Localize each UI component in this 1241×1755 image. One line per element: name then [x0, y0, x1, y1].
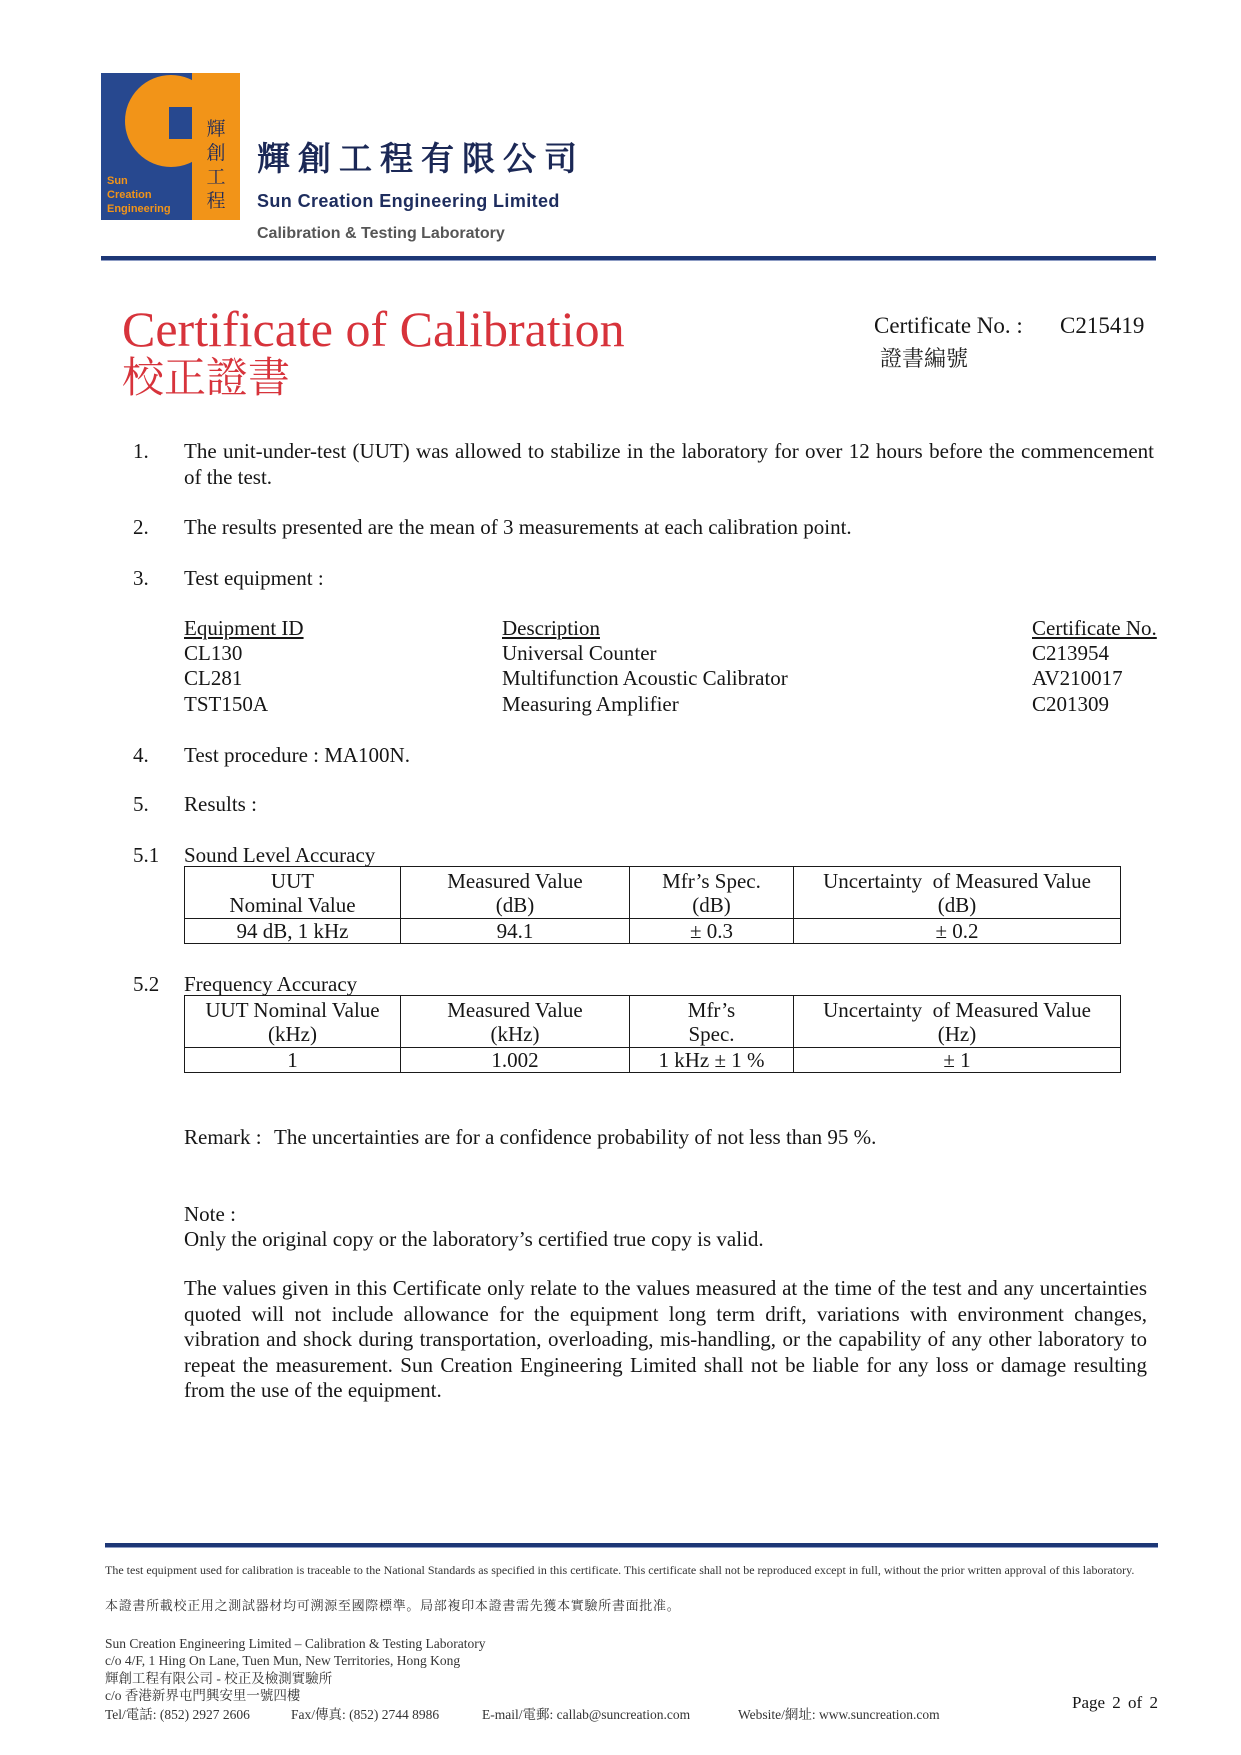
header-line: (dB): [937, 892, 977, 917]
table-cell: 1 kHz ± 1 %: [630, 1048, 794, 1073]
sound-level-accuracy-table: [184, 866, 1121, 944]
equipment-id: CL281: [184, 666, 243, 690]
equipment-id: CL130: [184, 641, 243, 665]
logo-chinese-char: 程: [206, 190, 226, 212]
header-line: Measured Value: [447, 868, 583, 893]
equipment-certificate: C201309: [1032, 692, 1110, 716]
header-line: Uncertainty of Measured Value: [823, 868, 1091, 893]
address-line: c/o 香港新界屯門興安里一號四樓: [105, 1688, 301, 1703]
logo-chinese-char: 輝: [206, 118, 226, 140]
table-cell: 1: [185, 1048, 401, 1073]
logo-text-line: Creation: [107, 189, 152, 201]
header-line: Mfr’s Spec.: [662, 868, 761, 893]
address-line: c/o 4/F, 1 Hing On Lane, Tuen Mun, New Territories, Hong Kong: [105, 1653, 461, 1668]
traceability-statement: The test equipment used for calibration is traceable to the National Standards as specified in this certificate. This certificate shall not be reproduced except in full, without the prior written approval of this laboratory.: [105, 1563, 1135, 1577]
table-header-cell: [794, 867, 1121, 919]
item-text: The unit-under-test (UUT) was allowed to stabilize in the laboratory for over 12 hours before the commencement of the test.: [184, 439, 1154, 489]
equipment-description: Measuring Amplifier: [502, 692, 679, 716]
equipment-certificate: C213954: [1032, 641, 1110, 665]
remark-label: Remark :: [184, 1125, 262, 1149]
equipment-description: Multifunction Acoustic Calibrator: [502, 666, 788, 690]
contact-telephone: Tel/電話: (852) 2927 2606: [105, 1707, 250, 1722]
footer-divider: [105, 1543, 1158, 1548]
page-number: Page 2 of 2: [1072, 1693, 1158, 1712]
table-row: [185, 1048, 1121, 1073]
note-validity: Only the original copy or the laboratory’s certified true copy is valid.: [184, 1227, 764, 1251]
table-header-row: [185, 867, 1121, 919]
table-cell: 94.1: [401, 919, 630, 944]
section-number: 5.1: [133, 843, 160, 867]
certificate-number: C215419: [1060, 313, 1145, 338]
equipment-description: Universal Counter: [502, 641, 657, 665]
certificate-number-label: Certificate No. :: [874, 313, 1023, 338]
header-line: UUT: [270, 868, 315, 893]
equipment-id: TST150A: [184, 692, 268, 716]
header-line: (Hz): [937, 1021, 977, 1046]
equipment-certificate: AV210017: [1032, 666, 1123, 690]
certificate-title-chinese: 校正證書: [122, 353, 291, 402]
contact-fax: Fax/傳真: (852) 2744 8986: [291, 1707, 440, 1722]
company-logo: [101, 73, 240, 220]
table-cell: ± 1: [794, 1048, 1121, 1073]
table-header-cell: [401, 867, 630, 919]
table-row: [185, 919, 1121, 944]
table-header-cell: [185, 867, 401, 919]
table-header-row: [185, 996, 1121, 1048]
logo-chinese-char: 工: [206, 166, 226, 188]
note-label: Note :: [184, 1202, 236, 1226]
header-line: Mfr’s: [687, 997, 736, 1022]
certificate-number-label-chinese: 證書編號: [880, 347, 969, 372]
contact-email: E-mail/電郵: callab@suncreation.com: [482, 1707, 691, 1722]
contact-website: Website/網址: www.suncreation.com: [738, 1707, 940, 1722]
logo-notch: [169, 107, 192, 139]
address-line: 輝創工程有限公司 - 校正及檢測實驗所: [105, 1671, 333, 1686]
equipment-header-certificate: Certificate No.: [1032, 616, 1157, 640]
section-title: Frequency Accuracy: [184, 972, 358, 996]
equipment-header-description: Description: [502, 616, 600, 640]
header-line: (kHz): [268, 1021, 317, 1046]
item-text: The results presented are the mean of 3 measurements at each calibration point.: [184, 515, 852, 539]
header-line: Uncertainty of Measured Value: [823, 997, 1091, 1022]
company-name-english: Sun Creation Engineering Limited: [257, 191, 560, 211]
table-cell: 1.002: [401, 1048, 630, 1073]
table-header-cell: [630, 996, 794, 1048]
header-line: Nominal Value: [229, 892, 356, 917]
equipment-header-id: Equipment ID: [184, 616, 304, 640]
section-title: Sound Level Accuracy: [184, 843, 376, 867]
table-cell: 94 dB, 1 kHz: [185, 919, 401, 944]
table-cell: ± 0.2: [794, 919, 1121, 944]
company-name-chinese: 輝創工程有限公司: [257, 139, 585, 178]
traceability-statement-chinese: 本證書所載校正用之測試器材均可溯源至國際標準。局部複印本證書需先獲本實驗所書面批准。: [105, 1598, 681, 1613]
header-line: (kHz): [490, 1021, 540, 1046]
logo-text-line: Engineering: [107, 203, 171, 215]
table-header-cell: [794, 996, 1121, 1048]
certificate-title: Certificate of Calibration: [122, 301, 625, 357]
remark-text: The uncertainties are for a confidence probability of not less than 95 %.: [274, 1125, 877, 1149]
section-number: 5.2: [133, 972, 160, 996]
item-text: Test procedure : MA100N.: [184, 743, 410, 767]
disclaimer-paragraph: The values given in this Certificate only relate to the values measured at the time of the test and any uncertainties quoted will not include allowance for the equipment long term drift, variations with environment changes, vibration and shock during transportation, overloading, mis-handling, or the capability of any other laboratory to repeat the measurement. Sun Creation Engineering Limited shall not be liable for any loss or damage resulting from the use of the equipment.: [184, 1276, 1147, 1402]
table-header-cell: [401, 996, 630, 1048]
logo-chinese-char: 創: [206, 142, 226, 164]
header-line: Spec.: [688, 1021, 735, 1046]
table-header-cell: [185, 996, 401, 1048]
laboratory-name: Calibration & Testing Laboratory: [257, 225, 505, 242]
header-divider: [101, 256, 1156, 261]
table-header-cell: [630, 867, 794, 919]
header-line: UUT Nominal Value: [205, 997, 380, 1022]
item-text: Results :: [184, 792, 257, 816]
item-number: 1.: [133, 439, 149, 463]
item-text: Test equipment :: [184, 566, 324, 590]
table-cell: ± 0.3: [630, 919, 794, 944]
header-line: (dB): [692, 892, 731, 917]
item-number: 2.: [133, 515, 149, 539]
item-number: 3.: [133, 566, 149, 590]
header-line: Measured Value: [447, 997, 583, 1022]
address-line: Sun Creation Engineering Limited – Calibration & Testing Laboratory: [105, 1636, 486, 1651]
header-line: (dB): [495, 892, 535, 917]
frequency-accuracy-table: [184, 995, 1121, 1073]
logo-text-line: Sun: [107, 175, 128, 187]
item-number: 4.: [133, 743, 149, 767]
item-number: 5.: [133, 792, 149, 816]
